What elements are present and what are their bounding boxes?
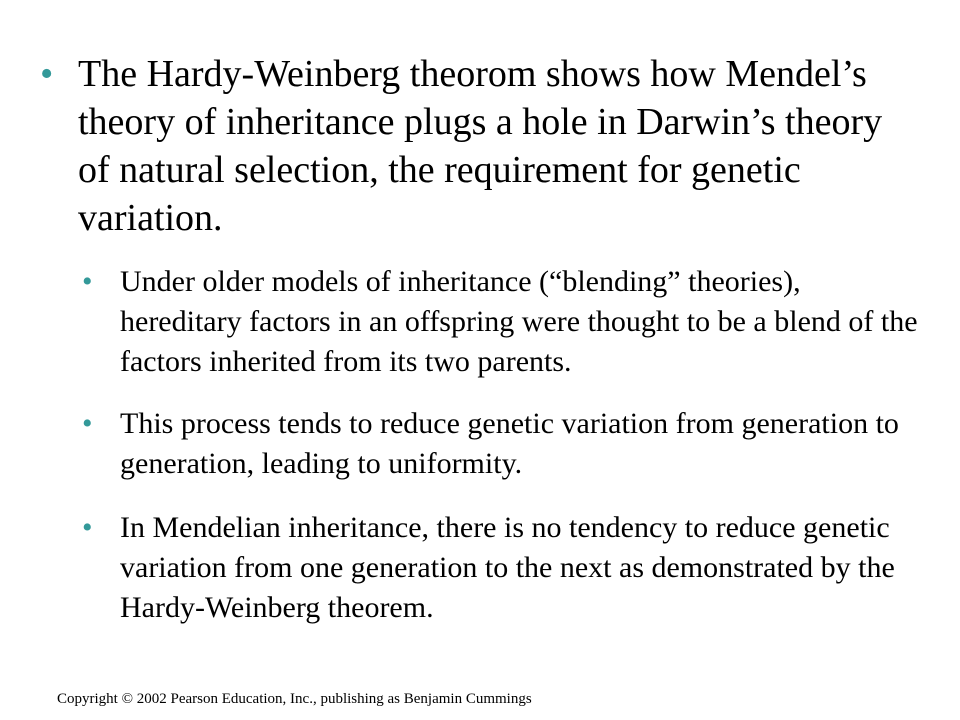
copyright-notice: Copyright © 2002 Pearson Education, Inc., publishing as Benjamin Cummings	[57, 691, 532, 707]
sub-bullet-text: In Mendelian inheritance, there is no tendency to reduce genetic variation from one generation to the next as demonstrated by the Hardy-Weinberg theorem.	[120, 511, 895, 624]
sub-bullet-text: Under older models of inheritance (“blending” theories), hereditary factors in an offspring were thought to be a blend of the factors inherited from its two parents.	[120, 265, 918, 378]
sub-bullet-2	[82, 404, 922, 484]
bullet-dot-icon: •	[82, 511, 93, 544]
sub-bullet-3	[82, 508, 922, 628]
sub-bullet-1	[82, 262, 922, 382]
sub-bullet-text: This process tends to reduce genetic variation from generation to generation, leading to uniformity.	[120, 407, 899, 480]
main-bullet	[40, 50, 920, 242]
bullet-dot-icon: •	[40, 53, 54, 95]
bullet-dot-icon: •	[82, 407, 93, 440]
main-bullet-text: The Hardy-Weinberg theorom shows how Mendel’s theory of inheritance plugs a hole in Darwin’s theory of natural selection, the requirement for genetic variation.	[78, 53, 883, 239]
bullet-dot-icon: •	[82, 265, 93, 298]
